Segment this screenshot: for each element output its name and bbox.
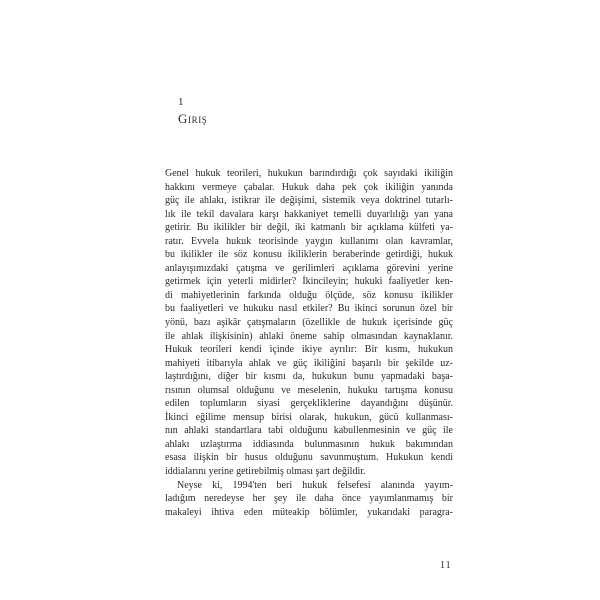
text-line: anlayışımızdaki çatışma ve gerilimleri açıklama görevini yerine (165, 262, 453, 274)
text-line: yönü, bazı aşikâr çatışmaların (özellikle de hukuk içerisinde güç (165, 317, 453, 329)
paragraph (165, 167, 453, 479)
text-line: rısının olumsal olduğunu ve meselenin, hukuku tartışma konusu (165, 384, 453, 396)
paragraph (165, 479, 453, 520)
text-line: edilen toplumların siyasi gerçekliklerine dayandığını düşünür. (165, 398, 453, 410)
text-line: mahiyeti itibarıyla ahlak ve güç ikiliğini başarılı bir şekilde uz- (165, 357, 453, 369)
text-line: esasa ilişkin bir husus olduğunu savunmuştum. Hukukun kendi (165, 452, 453, 464)
text-line: getirir. Bu ikilikler bir değil, iki katmanlı bir açıklama külfeti ya- (165, 222, 453, 234)
text-line: Hukuk teorileri kendi içinde ikiye ayrılır: Bir kısmı, hukukun (165, 344, 453, 356)
text-line: ladığım neredeyse her şey ile daha önce yayımlanmamış bir (165, 493, 453, 505)
text-line: bu faaliyetleri ve hukuku nasıl etkiler? Bu ikinci sorunun özel bir (165, 303, 453, 315)
text-line: ahlakı uzlaştırma iddiasında bulunmasının hukuk bakımından (165, 438, 453, 450)
text-line: nın ahlaki standartlara tabi olduğunu kabullenmesinin ve güç ile (165, 425, 453, 437)
text-line: güç ile ahlakı, istikrar ile değişimi, sistemik veya doktrinel tutarlı- (165, 195, 453, 207)
text-line: hakkını vermeye çabalar. Hukuk daha pek çok ikiliğin yanında (165, 181, 453, 193)
text-line: makaleyi ihtiva eden müteakip bölümler, yukarıdaki paragra- (165, 506, 453, 518)
text-line: bu ikilikler ile söz konusu ikiliklerin beraberinde getirdiği, hukuk (165, 249, 453, 261)
text-line: getirmek için yeterli midirler? İkincileyin; hukuki faaliyetler ken- (165, 276, 453, 288)
chapter-title: Giriş (178, 111, 208, 126)
text-line: ratır. Evvela hukuk teorisinde yaygın kullanımı olan kavramlar, (165, 235, 453, 247)
text-line: di mahiyetlerinin farkında olduğu ölçüde, söz konusu ikilikler (165, 289, 453, 301)
page-number: 11 (440, 560, 452, 571)
text-line: lık ile tekil davalara karşı hakkaniyet temelli duyarlılığı yan yana (165, 208, 453, 220)
text-line: iddialarını yerine getirebilmiş olması şart değildir. (165, 466, 366, 478)
text-line: ile ahlak ilişkisinin) ahlaki öneme sahip olmasından kaynaklanır. (165, 330, 453, 342)
text-line: Neyse ki, 1994'ten beri hukuk felsefesi alanında yayım- (177, 479, 453, 491)
text-line: İkinci eğilime mensup birisi olarak, hukukun, gücü kullanması- (165, 411, 453, 423)
chapter-number: 1 (178, 96, 184, 108)
text-line: Genel hukuk teorileri, hukukun barındırdığı çok sayıdaki ikiliğin (165, 168, 453, 179)
text-line: laştırdığını, diğer bir kısmı da, hukukun bunu yapmadaki başa- (165, 371, 453, 383)
body-text (165, 167, 453, 519)
